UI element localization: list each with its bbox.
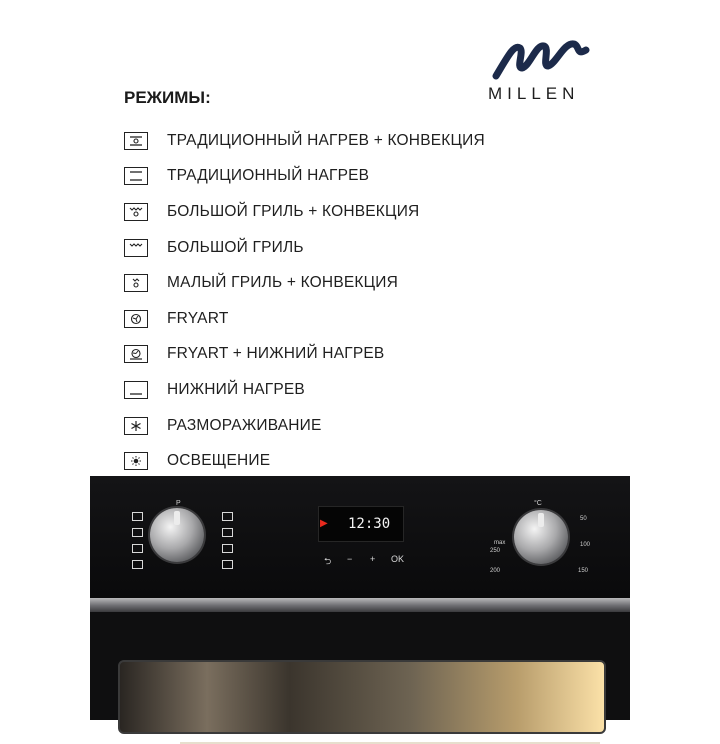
play-icon: ▶ (320, 518, 328, 529)
display-time: 12:30 (348, 516, 391, 532)
mode-label: FRYART (167, 309, 229, 327)
mode-label: РАЗМОРАЖИВАНИЕ (167, 416, 322, 434)
conventional-heat-icon (124, 167, 148, 185)
temp-label: 100 (580, 542, 591, 548)
minus-button[interactable]: − (347, 554, 353, 564)
mode-indicator-icon (222, 528, 233, 537)
mode-indicator-icon (132, 544, 143, 553)
mode-label: БОЛЬШОЙ ГРИЛЬ (167, 238, 304, 256)
steel-strip (90, 598, 630, 612)
mode-item (124, 230, 485, 266)
light-icon (124, 452, 148, 470)
fryart-icon (124, 310, 148, 328)
modes-list (124, 123, 485, 479)
millen-wave-logo-icon (486, 36, 596, 80)
bottom-heat-icon (124, 381, 148, 399)
mode-item (124, 265, 485, 301)
defrost-icon (124, 417, 148, 435)
temp-knob-label: °C (534, 500, 542, 507)
temp-label: max (494, 540, 506, 546)
mode-item (124, 159, 485, 195)
control-panel (90, 476, 630, 598)
mode-item (124, 372, 485, 408)
mode-item (124, 408, 485, 444)
oven-door (90, 612, 630, 720)
mode-knob-label: P (176, 500, 181, 507)
mode-item (124, 123, 485, 159)
temp-label: 200 (490, 568, 501, 574)
conventional-fan-icon (124, 132, 148, 150)
oven-photo (90, 476, 630, 720)
mode-label: ТРАДИЦИОННЫЙ НАГРЕВ + КОНВЕКЦИЯ (167, 131, 485, 149)
mode-label: БОЛЬШОЙ ГРИЛЬ + КОНВЕКЦИЯ (167, 202, 420, 220)
mode-indicator-icon (132, 512, 143, 521)
mode-item (124, 443, 485, 479)
mode-indicator-icon (222, 560, 233, 569)
modes-heading: РЕЖИМЫ: (124, 88, 211, 107)
mode-label: МАЛЫЙ ГРИЛЬ + КОНВЕКЦИЯ (167, 274, 399, 292)
fryart-bottom-icon (124, 345, 148, 363)
small-grill-fan-icon (124, 274, 148, 292)
door-glass (118, 660, 606, 734)
ok-button[interactable]: OK (391, 554, 405, 564)
temp-label: 250 (490, 548, 501, 554)
mode-item (124, 194, 485, 230)
mode-item (124, 337, 485, 373)
brand-name: MILLEN (488, 84, 580, 103)
mode-item (124, 301, 485, 337)
big-grill-fan-icon (124, 203, 148, 221)
temperature-knob[interactable] (514, 510, 568, 564)
temp-label: 50 (580, 516, 587, 522)
back-button[interactable]: ⮌ (324, 556, 332, 566)
plus-button[interactable]: + (370, 554, 376, 564)
mode-label: ТРАДИЦИОННЫЙ НАГРЕВ (167, 167, 370, 185)
mode-indicator-icon (132, 528, 143, 537)
mode-label: НИЖНИЙ НАГРЕВ (167, 380, 305, 398)
mode-indicator-icon (132, 560, 143, 569)
mode-label: FRYART + НИЖНИЙ НАГРЕВ (167, 345, 385, 363)
mode-knob[interactable] (150, 508, 204, 562)
mode-indicator-icon (222, 544, 233, 553)
temp-label: 150 (578, 568, 589, 574)
mode-indicator-icon (222, 512, 233, 521)
big-grill-icon (124, 239, 148, 257)
mode-label: ОСВЕЩЕНИЕ (167, 452, 271, 470)
